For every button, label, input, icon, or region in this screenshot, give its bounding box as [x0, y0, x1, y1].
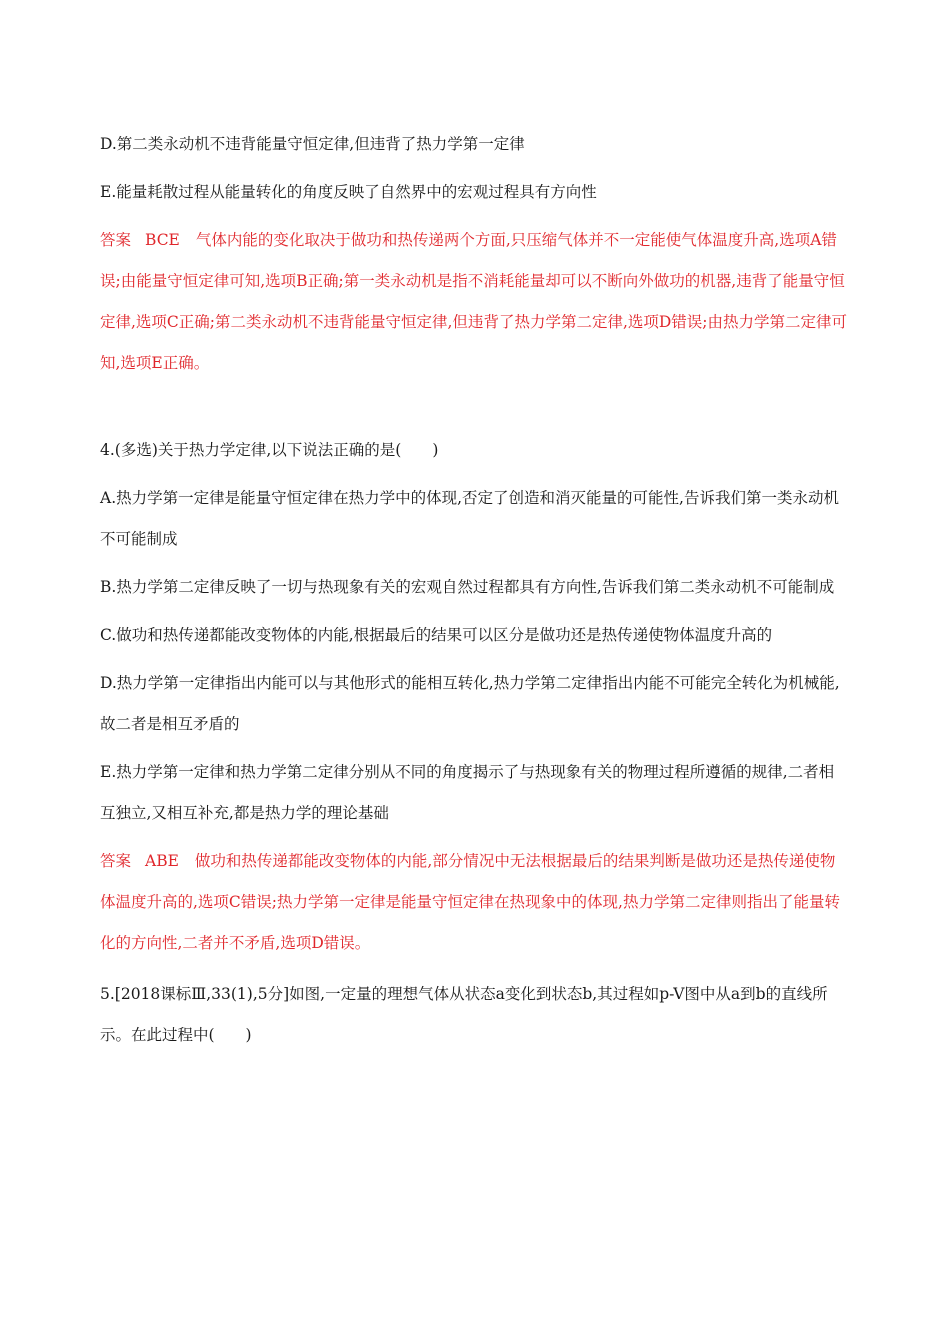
- q4-answer-key: ABE: [145, 852, 179, 870]
- q3-answer-key: BCE: [145, 231, 180, 249]
- q4-answer: [100, 841, 848, 964]
- q4-option-b: B.热力学第二定律反映了一切与热现象有关的宏观自然过程都具有方向性,告诉我们第二类永动机不可能制成: [100, 578, 835, 596]
- q4-option-a: A.热力学第一定律是能量守恒定律在热力学中的体现,否定了创造和消灭能量的可能性,告诉我们第一类永动机不可能制成: [100, 489, 839, 548]
- q4-answer-label: 答案: [100, 852, 132, 870]
- q4-option-c: C.做功和热传递都能改变物体的内能,根据最后的结果可以区分是做功还是热传递使物体温度升高的: [100, 626, 773, 644]
- q5-stem: 5.[2018课标Ⅲ,33(1),5分]如图,一定量的理想气体从状态a变化到状态b,其过程如p-V图中从a到b的直线所示。在此过程中( ): [100, 985, 828, 1044]
- q4-answer-text: 做功和热传递都能改变物体的内能,部分情况中无法根据最后的结果判断是做功还是热传递使物体温度升高的,选项C错误;热力学第一定律是能量守恒定律在热现象中的体现,热力学第二定律则指出了能量转化的方向性,二者并不矛盾,选项D错误。: [100, 852, 840, 952]
- q4-option-d: D.热力学第一定律指出内能可以与其他形式的能相互转化,热力学第二定律指出内能不可能完全转化为机械能,故二者是相互矛盾的: [100, 674, 840, 733]
- q3-answer-text: 气体内能的变化取决于做功和热传递两个方面,只压缩气体并不一定能使气体温度升高,选项A错误;由能量守恒定律可知,选项B正确;第一类永动机是指不消耗能量却可以不断向外做功的机器,违背了能量守恒定律,选项C正确;第二类永动机不违背能量守恒定律,但违背了热力学第二定律,选项D错误;由热力学第二定律可知,选项E正确。: [100, 231, 848, 372]
- q3-option-e: E.能量耗散过程从能量转化的角度反映了自然界中的宏观过程具有方向性: [100, 183, 597, 201]
- q4-option-e: E.热力学第一定律和热力学第二定律分别从不同的角度揭示了与热现象有关的物理过程所遵循的规律,二者相互独立,又相互补充,都是热力学的理论基础: [100, 763, 835, 822]
- q3-answer: [100, 220, 848, 384]
- q4-stem: 4.(多选)关于热力学定律,以下说法正确的是( ): [100, 441, 439, 459]
- q3-answer-label: 答案: [100, 231, 132, 249]
- document-page: [100, 124, 848, 1056]
- q3-option-d: D.第二类永动机不违背能量守恒定律,但违背了热力学第一定律: [100, 135, 525, 153]
